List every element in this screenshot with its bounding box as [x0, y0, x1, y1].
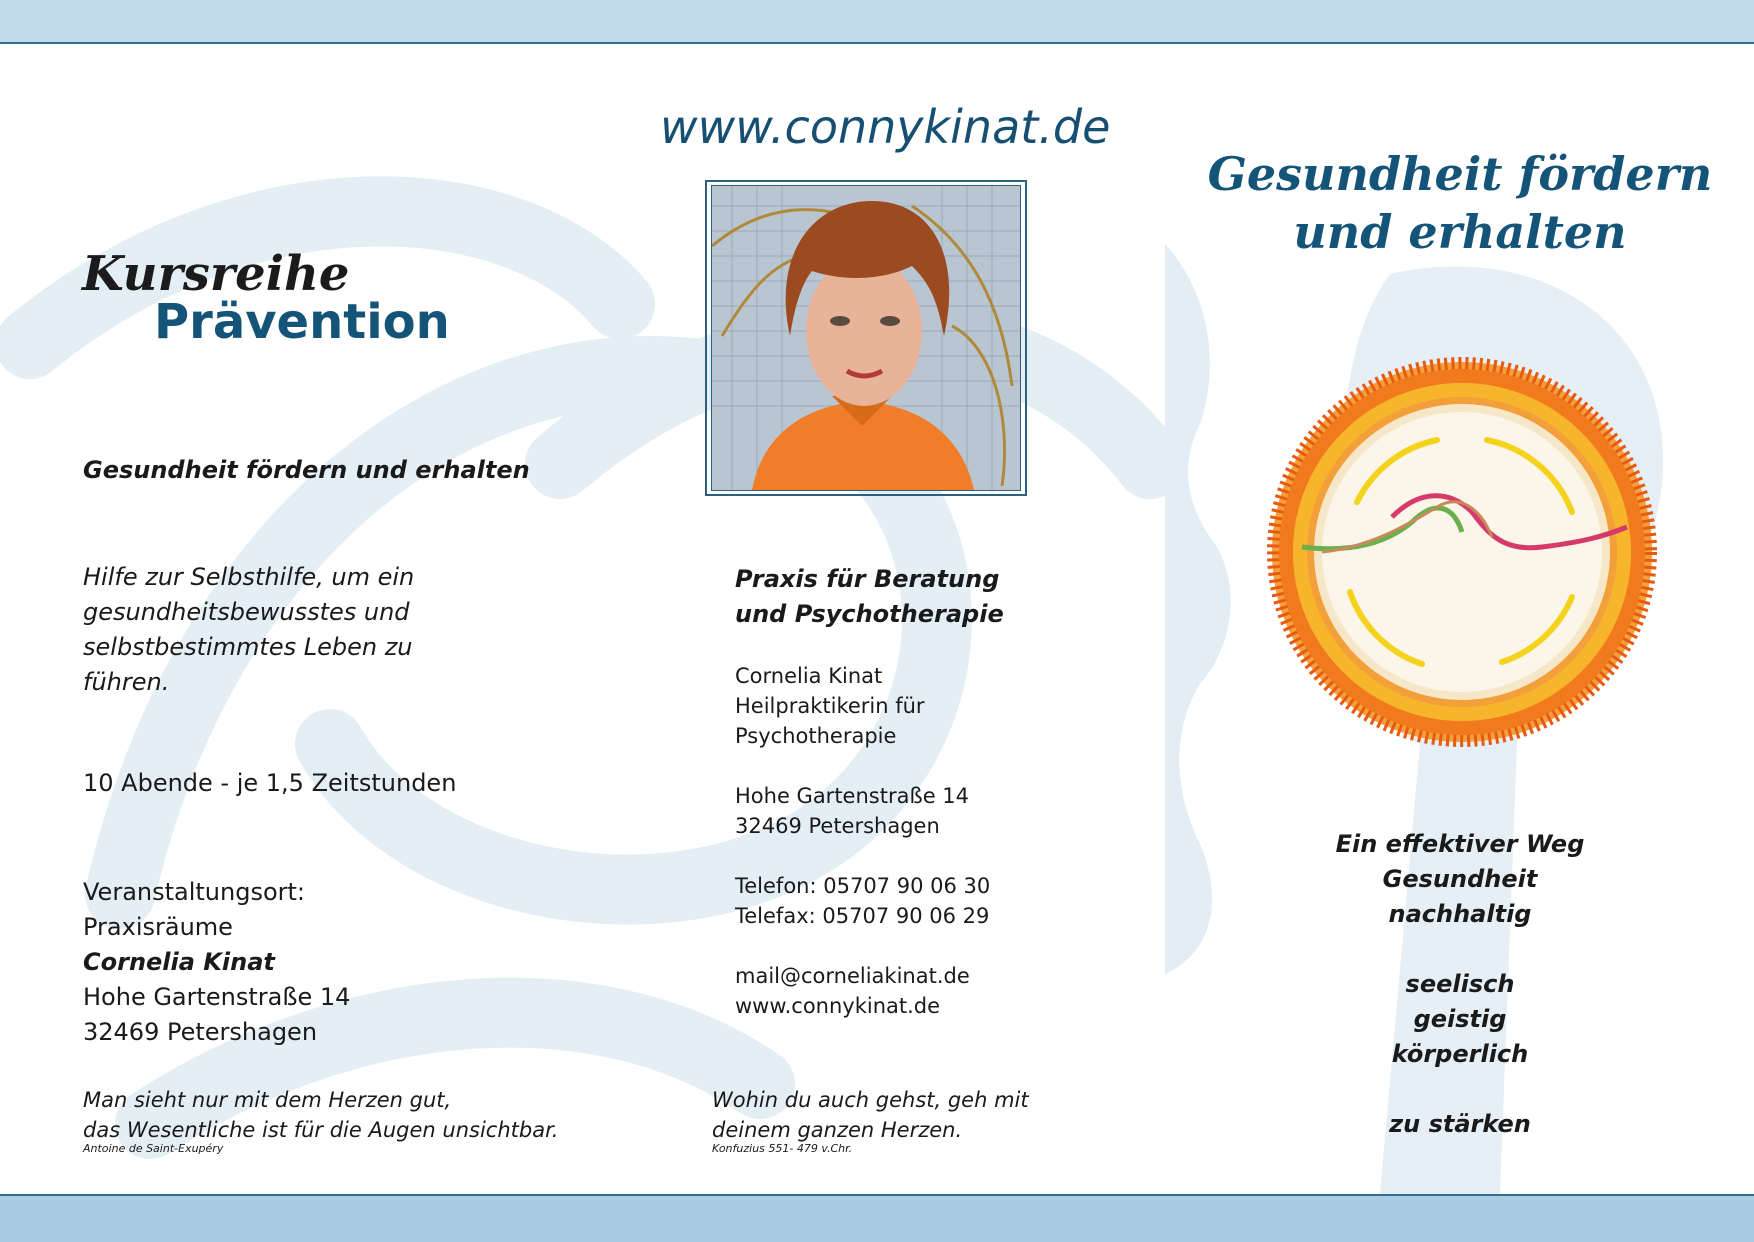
tagline-line2: Gesundheit: [1382, 865, 1538, 893]
cover-tagline: [1300, 827, 1620, 1177]
sun-logo-graphic: [1262, 352, 1662, 752]
course-schedule: 10 Abende - je 1,5 Zeitstunden: [83, 769, 457, 797]
aspect-spiritual: geistig: [1413, 1005, 1507, 1033]
practice-title-line1: Praxis für Beratung: [735, 565, 1000, 593]
course-title-line2: Prävention: [154, 294, 450, 350]
contact-profession-line1: Heilpraktikerin für: [735, 694, 925, 718]
practice-title-line2: und Psychotherapie: [735, 600, 1004, 628]
cover-title-line1: Gesundheit fördern: [1207, 147, 1713, 201]
tagline-line3: nachhaltig: [1388, 900, 1532, 928]
aspect-physical: körperlich: [1391, 1040, 1529, 1068]
left-quote-line1: Man sieht nur mit dem Herzen gut,: [83, 1088, 452, 1112]
venue-city: 32469 Petershagen: [83, 1018, 318, 1046]
center-quote: [712, 1085, 1029, 1145]
bottom-border-bar: [0, 1194, 1754, 1242]
venue-street: Hohe Gartenstraße 14: [83, 983, 351, 1011]
contact-profession-line2: Psychotherapie: [735, 724, 897, 748]
cover-title: [1180, 145, 1740, 261]
left-quote-source: Antoine de Saint-Exupéry: [83, 1142, 224, 1155]
tagline-closing: zu stärken: [1389, 1110, 1531, 1138]
left-quote: [83, 1085, 558, 1145]
cover-title-line2: und erhalten: [1293, 205, 1627, 259]
left-heading: Gesundheit fördern und erhalten: [83, 456, 530, 484]
center-quote-line1: Wohin du auch gehst, geh mit: [712, 1088, 1029, 1112]
contact-web-link[interactable]: www.connykinat.de: [735, 994, 941, 1018]
contact-phone[interactable]: Telefon: 05707 90 06 30: [735, 874, 991, 898]
venue-room: Praxisräume: [83, 913, 233, 941]
venue-block: [83, 875, 350, 1050]
contact-name: Cornelia Kinat: [735, 664, 883, 688]
left-intro-text: Hilfe zur Selbsthilfe, um ein gesundheitsbewusstes und selbstbestimmtes Leben zu führen.: [83, 563, 415, 696]
venue-name: Cornelia Kinat: [83, 948, 275, 976]
tagline-line1: Ein effektiver Weg: [1335, 830, 1585, 858]
contact-city: 32469 Petershagen: [735, 814, 940, 838]
venue-label: Veranstaltungsort:: [83, 878, 306, 906]
contact-block: [735, 661, 990, 1051]
top-border-bar: [0, 0, 1754, 44]
website-url[interactable]: www.connykinat.de: [660, 100, 1111, 154]
portrait-photo: [711, 185, 1021, 491]
contact-fax: Telefax: 05707 90 06 29: [735, 904, 990, 928]
center-quote-line2: deinem ganzen Herzen.: [712, 1118, 963, 1142]
contact-email-link[interactable]: mail@corneliakinat.de: [735, 964, 970, 988]
practice-title: [735, 562, 1004, 632]
left-quote-line2: das Wesentliche ist für die Augen unsichtbar.: [83, 1118, 559, 1142]
aspect-mental: seelisch: [1405, 970, 1515, 998]
contact-street: Hohe Gartenstraße 14: [735, 784, 970, 808]
center-quote-source: Konfuzius 551- 479 v.Chr.: [712, 1142, 853, 1155]
course-title-line1: Kursreihe: [82, 246, 350, 302]
